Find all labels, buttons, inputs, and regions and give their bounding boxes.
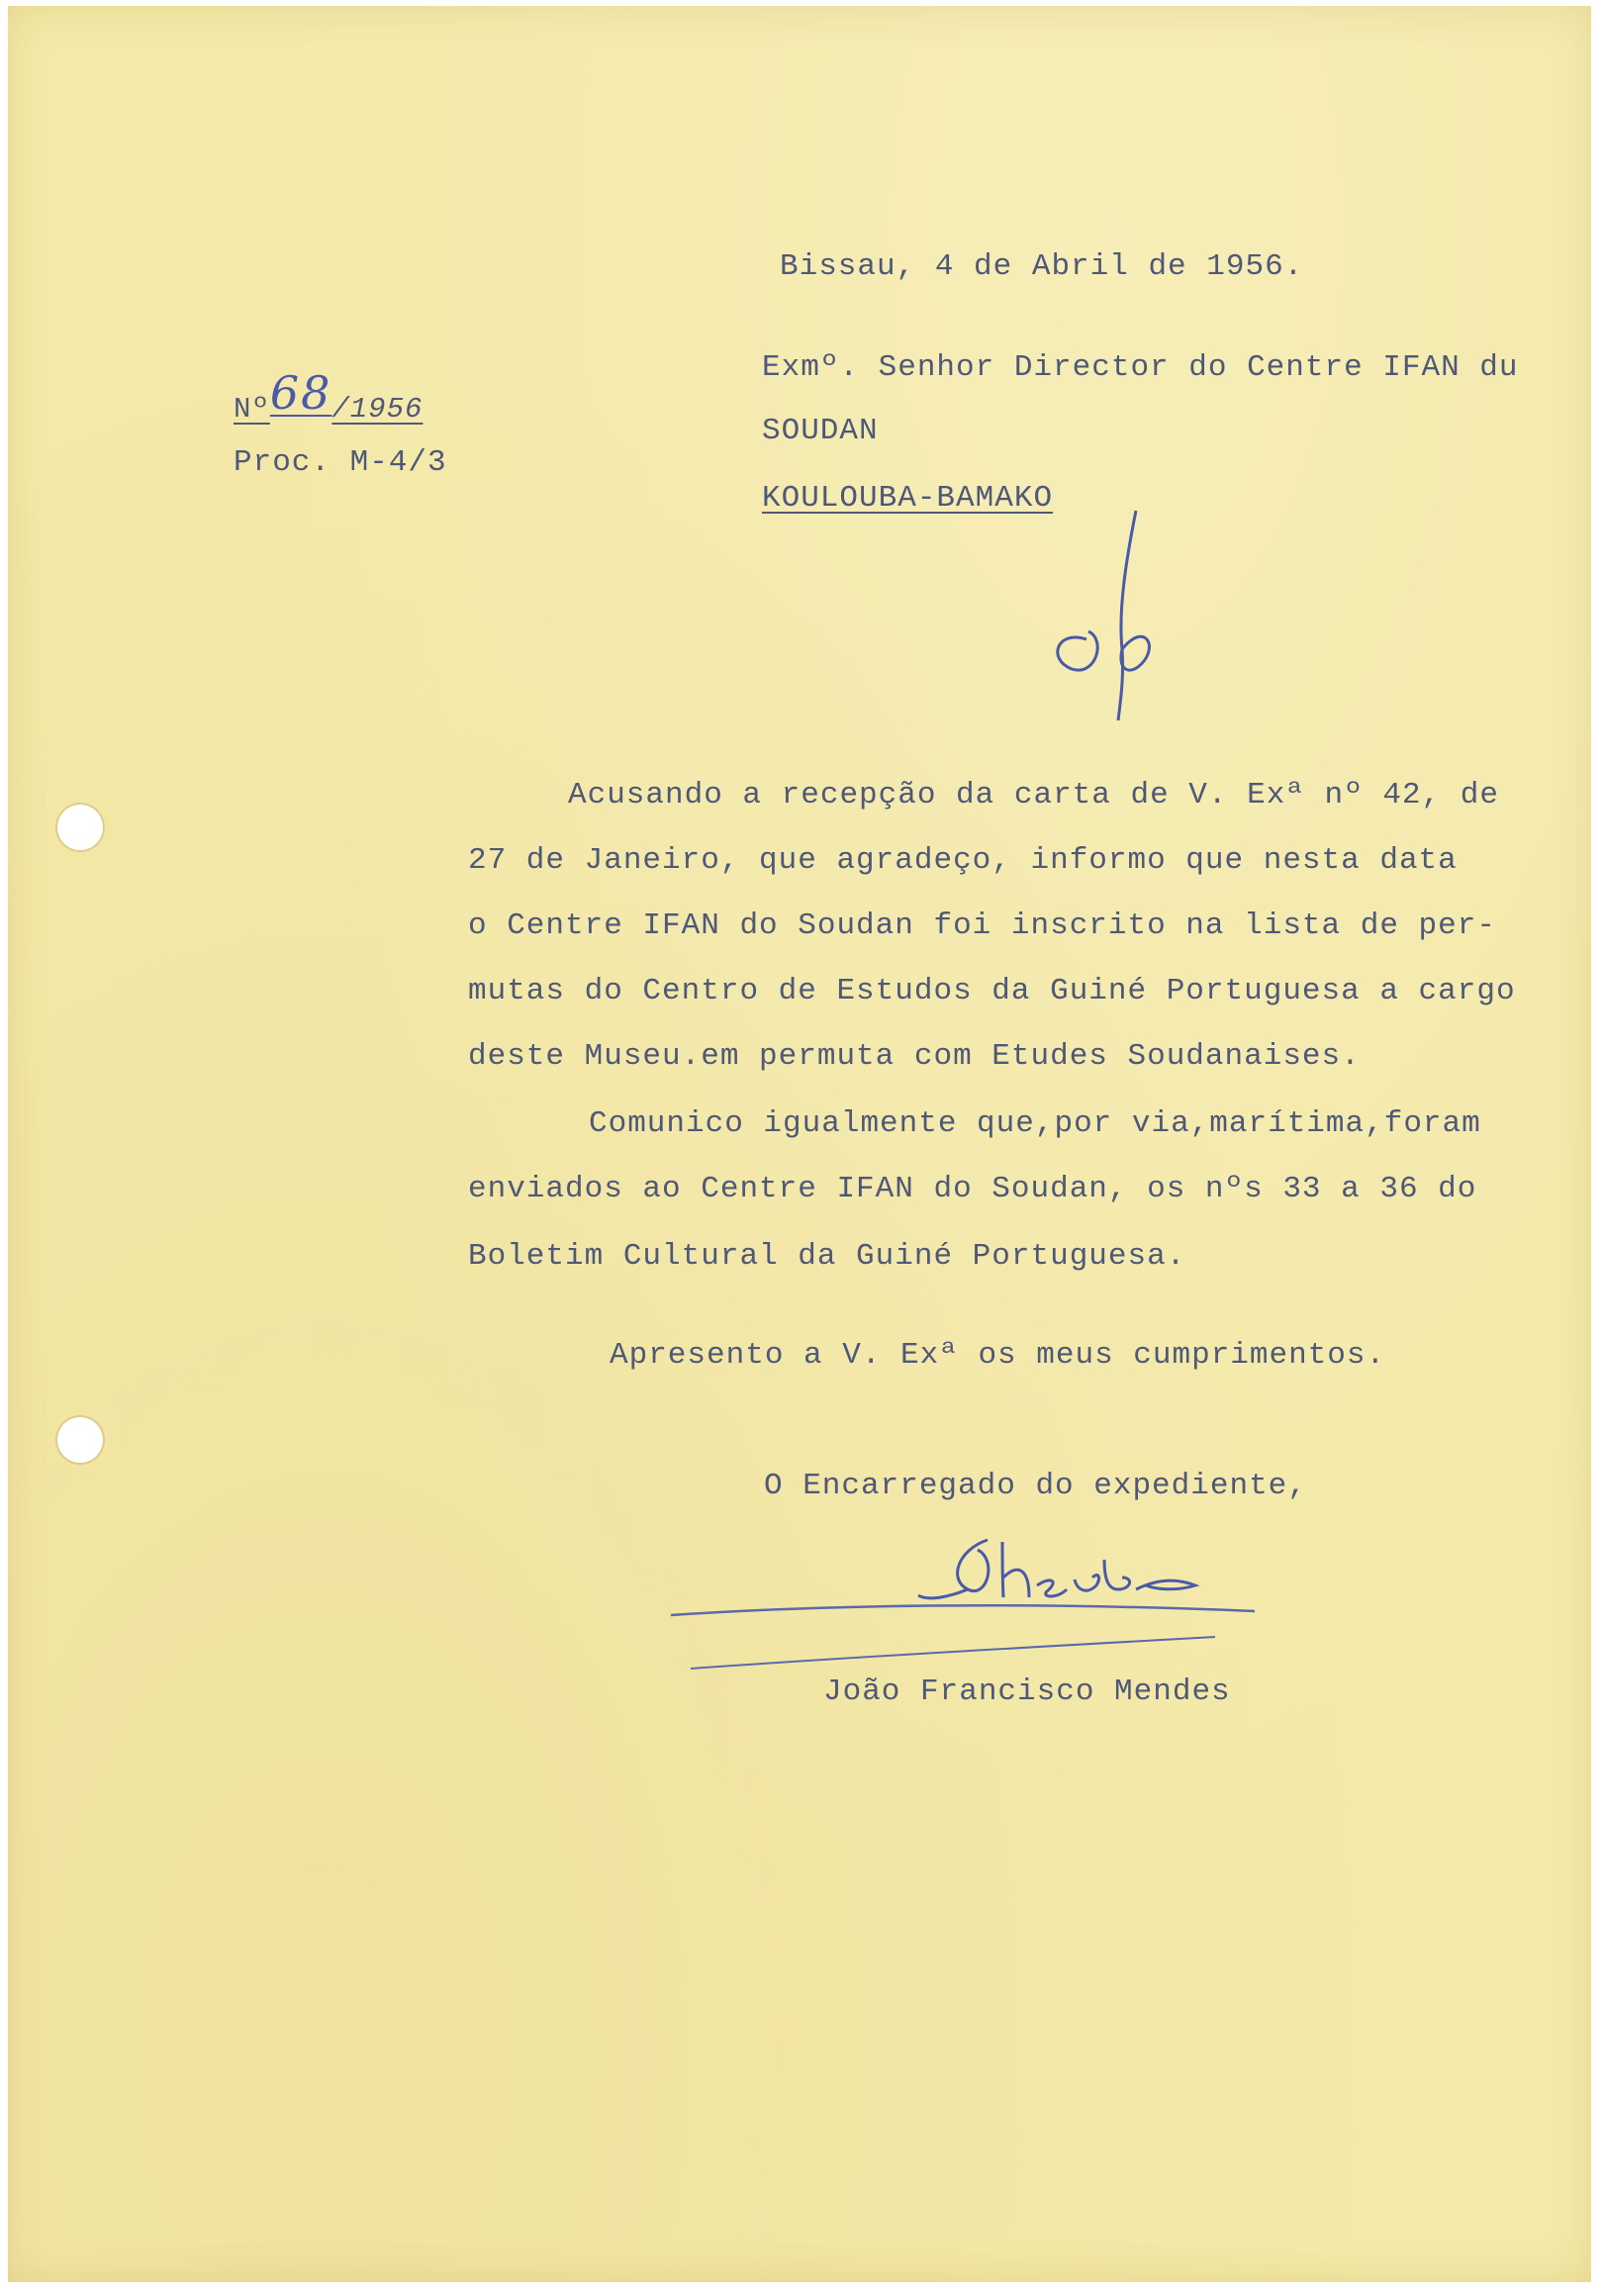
reference-year: /1956 — [331, 393, 424, 426]
signature — [661, 1520, 1274, 1688]
body-line-1: Acusando a recepção da carta de V. Exª nº 42, de — [568, 778, 1499, 813]
body-line-8: Boletim Cultural da Guiné Portuguesa. — [468, 1239, 1186, 1274]
punch-hole-upper — [57, 805, 103, 850]
punch-hole-lower — [57, 1417, 103, 1463]
body-line-3: o Centre IFAN do Soudan foi inscrito na lista de per- — [468, 909, 1496, 943]
address-line-3: KOULOUBA-BAMAKO — [762, 481, 1054, 516]
address-line-2: SOUDAN — [762, 414, 879, 448]
reference-prefix: Nº — [234, 393, 270, 426]
address-line-1: Exmº. Senhor Director do Centre IFAN du — [762, 350, 1519, 385]
signoff-line: O Encarregado do expediente, — [764, 1469, 1307, 1503]
body-line-4: mutas do Centro de Estudos da Guiné Portuguesa a cargo — [468, 974, 1516, 1008]
letter-page — [8, 6, 1591, 2282]
reference-number — [234, 366, 424, 426]
initials-mark — [1027, 501, 1166, 728]
process-reference: Proc. M-4/3 — [234, 445, 447, 480]
signer-name: João Francisco Mendes — [823, 1674, 1231, 1709]
date-line: Bissau, 4 de Abril de 1956. — [780, 249, 1304, 284]
body-line-6: Comunico igualmente que,por via,marítima,foram — [589, 1106, 1481, 1141]
body-line-2: 27 de Janeiro, que agradeço, informo que nesta data — [468, 843, 1458, 878]
reference-handwritten-number: 68 — [269, 366, 332, 420]
body-line-7: enviados ao Centre IFAN do Soudan, os nºs 33 a 36 do — [468, 1172, 1477, 1206]
body-line-5: deste Museu.em permuta com Etudes Soudanaises. — [468, 1039, 1361, 1074]
closing-line: Apresento a V. Exª os meus cumprimentos. — [610, 1338, 1386, 1373]
